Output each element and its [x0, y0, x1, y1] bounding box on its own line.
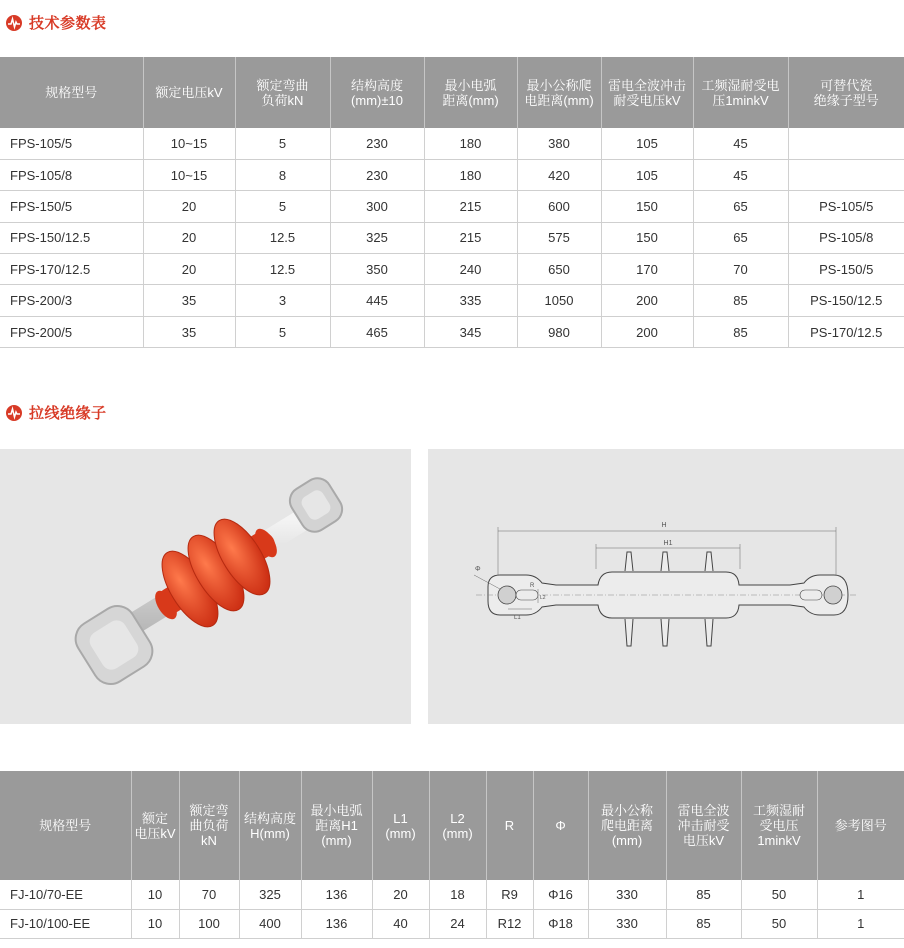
table-cell: 300 [330, 191, 424, 222]
table-cell: 5 [235, 316, 330, 347]
table-cell: 100 [179, 909, 239, 938]
label-h: H [661, 522, 667, 529]
table-cell: 180 [424, 128, 517, 159]
table-cell: 70 [693, 254, 788, 285]
table-cell: FPS-150/5 [0, 191, 143, 222]
section-title: 拉线绝缘子 [29, 404, 107, 422]
column-header: 最小公称 爬电距离 (mm) [588, 771, 666, 880]
table-cell: 8 [235, 159, 330, 190]
table-cell: 10~15 [143, 128, 235, 159]
column-header: R [486, 771, 533, 880]
table-row [0, 159, 904, 190]
label-l1: L1 [514, 615, 521, 621]
table-cell: 12.5 [235, 254, 330, 285]
table-cell: 345 [424, 316, 517, 347]
table-cell: 105 [601, 159, 693, 190]
table-cell: PS-170/12.5 [788, 316, 904, 347]
table-cell: 65 [693, 191, 788, 222]
table-cell: FPS-105/8 [0, 159, 143, 190]
table-cell: 5 [235, 128, 330, 159]
table-cell: 5 [235, 191, 330, 222]
pulse-icon [6, 15, 22, 31]
table-cell: 20 [143, 254, 235, 285]
column-header: L2 (mm) [429, 771, 486, 880]
table-row [0, 880, 904, 909]
table-cell: 380 [517, 128, 601, 159]
table-cell: 575 [517, 222, 601, 253]
table-cell: 20 [143, 191, 235, 222]
table-cell: 150 [601, 222, 693, 253]
table-cell: FPS-170/12.5 [0, 254, 143, 285]
column-header: 最小电弧 距离(mm) [424, 57, 517, 128]
dimension-drawing [428, 449, 904, 724]
table-cell: 150 [601, 191, 693, 222]
table-cell: PS-105/8 [788, 222, 904, 253]
table-cell: 170 [601, 254, 693, 285]
end-hole-left [498, 586, 516, 604]
table-cell: Φ16 [533, 880, 588, 909]
table-cell: 85 [693, 316, 788, 347]
table-cell: Φ18 [533, 909, 588, 938]
column-header: 额定弯曲 负荷kN [235, 57, 330, 128]
table-row [0, 254, 904, 285]
table-cell: 136 [301, 880, 372, 909]
table-cell: R9 [486, 880, 533, 909]
table-cell: 600 [517, 191, 601, 222]
table-cell: 980 [517, 316, 601, 347]
table-cell: 200 [601, 316, 693, 347]
table-cell: 10~15 [143, 159, 235, 190]
table-row [0, 285, 904, 316]
table-cell: 650 [517, 254, 601, 285]
table-cell: 85 [666, 909, 741, 938]
table-row [0, 316, 904, 347]
label-l2: L2 [540, 595, 546, 601]
table-cell: 10 [131, 880, 179, 909]
label-h1: H1 [663, 540, 673, 547]
spec-table-fps [0, 57, 904, 348]
table-cell: 420 [517, 159, 601, 190]
table-cell: 1 [817, 909, 904, 938]
product-photo [0, 449, 411, 724]
column-header: 结构高度 (mm)±10 [330, 57, 424, 128]
column-header: 最小公称爬 电距离(mm) [517, 57, 601, 128]
column-header: L1 (mm) [372, 771, 429, 880]
table-cell: 50 [741, 880, 817, 909]
table-cell: 18 [429, 880, 486, 909]
table-cell: 330 [588, 909, 666, 938]
table-cell: 45 [693, 128, 788, 159]
table-cell: 35 [143, 285, 235, 316]
table-cell: R12 [486, 909, 533, 938]
table-row [0, 909, 904, 938]
pulse-icon [6, 405, 22, 421]
section-heading-guy-insulator [6, 402, 107, 423]
table-cell: 24 [429, 909, 486, 938]
column-header: 规格型号 [0, 771, 131, 880]
table-cell: 1050 [517, 285, 601, 316]
table-cell: 215 [424, 191, 517, 222]
table-cell: 35 [143, 316, 235, 347]
table-cell: FJ-10/70-EE [0, 880, 131, 909]
table-cell: 3 [235, 285, 330, 316]
table-cell: 20 [143, 222, 235, 253]
table-cell: 330 [588, 880, 666, 909]
table-cell: 445 [330, 285, 424, 316]
table-cell: 215 [424, 222, 517, 253]
table-cell: 325 [239, 880, 301, 909]
section-title: 技术参数表 [29, 14, 107, 32]
insulator-illustration [0, 449, 411, 724]
table-cell: 1 [817, 880, 904, 909]
table-cell: FPS-150/12.5 [0, 222, 143, 253]
column-header: 最小电弧 距离H1 (mm) [301, 771, 372, 880]
table-cell: 180 [424, 159, 517, 190]
end-hole-right [824, 586, 842, 604]
table-cell: 400 [239, 909, 301, 938]
table-cell: 85 [666, 880, 741, 909]
table-cell: 465 [330, 316, 424, 347]
column-header: 雷电全波冲击 耐受电压kV [601, 57, 693, 128]
table-cell: 105 [601, 128, 693, 159]
table-header-row [0, 57, 904, 128]
table-cell: 335 [424, 285, 517, 316]
table-cell: 200 [601, 285, 693, 316]
table-header-row [0, 771, 904, 880]
table-cell: 136 [301, 909, 372, 938]
column-header: 工频湿耐受电 压1minkV [693, 57, 788, 128]
column-header: 额定电压kV [143, 57, 235, 128]
table-cell: 350 [330, 254, 424, 285]
column-header: 额定弯 曲负荷 kN [179, 771, 239, 880]
table-cell: PS-105/5 [788, 191, 904, 222]
table-cell: 65 [693, 222, 788, 253]
table-cell [788, 159, 904, 190]
table-cell: 40 [372, 909, 429, 938]
table-cell: PS-150/5 [788, 254, 904, 285]
column-header: 规格型号 [0, 57, 143, 128]
column-header: 结构高度 H(mm) [239, 771, 301, 880]
spec-table-fj [0, 771, 904, 939]
table-cell: 230 [330, 128, 424, 159]
column-header: 参考图号 [817, 771, 904, 880]
label-phi: Φ [475, 566, 481, 573]
table-cell: 240 [424, 254, 517, 285]
table-cell: 10 [131, 909, 179, 938]
table-cell: 20 [372, 880, 429, 909]
drawing-svg [428, 449, 904, 724]
table-cell [788, 128, 904, 159]
table-cell: 12.5 [235, 222, 330, 253]
section-heading-tech-params [6, 12, 107, 33]
label-r: R [530, 583, 535, 589]
table-cell: FJ-10/100-EE [0, 909, 131, 938]
table-cell: 70 [179, 880, 239, 909]
table-cell: FPS-200/3 [0, 285, 143, 316]
table-cell: 85 [693, 285, 788, 316]
table-cell: PS-150/12.5 [788, 285, 904, 316]
table-row [0, 128, 904, 159]
table-cell: 325 [330, 222, 424, 253]
table-row [0, 222, 904, 253]
column-header: Φ [533, 771, 588, 880]
column-header: 雷电全波 冲击耐受 电压kV [666, 771, 741, 880]
column-header: 额定 电压kV [131, 771, 179, 880]
table-cell: 230 [330, 159, 424, 190]
column-header: 可替代瓷 绝缘子型号 [788, 57, 904, 128]
table-row [0, 191, 904, 222]
table-cell: FPS-200/5 [0, 316, 143, 347]
table-cell: FPS-105/5 [0, 128, 143, 159]
column-header: 工频湿耐 受电压 1minkV [741, 771, 817, 880]
table-cell: 50 [741, 909, 817, 938]
table-cell: 45 [693, 159, 788, 190]
